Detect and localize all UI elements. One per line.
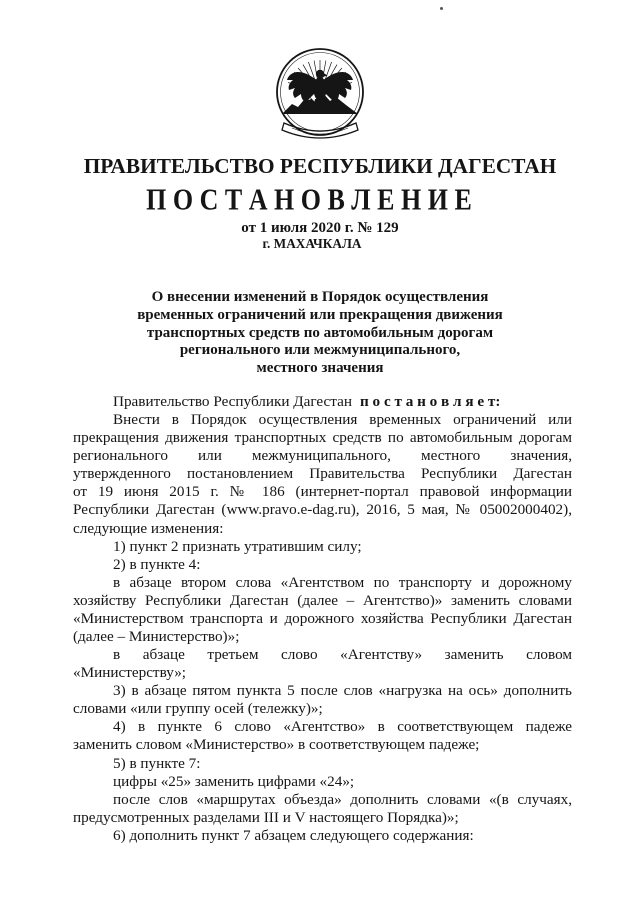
subject-line: местного значения bbox=[256, 360, 384, 377]
resolves-word: п о с т а н о в л я е т: bbox=[360, 393, 501, 410]
body-line: «Министерству»; bbox=[73, 664, 187, 682]
body-line: от 19 июня 2015 г. № 186 (интернет-портал правовой информации bbox=[73, 483, 572, 501]
subject-line: О внесении изменений в Порядок осуществления bbox=[151, 289, 489, 305]
document-city: г. МАХАЧКАЛА bbox=[262, 236, 362, 251]
body-line: заменить словом «Министерство» в соответствующем падеже; bbox=[73, 736, 480, 754]
body-line: Внести в Порядок осуществления временных ограничений или bbox=[113, 411, 572, 429]
coat-of-arms-icon bbox=[270, 44, 370, 144]
subject-line: транспортных средств по автомобильным дорогам bbox=[146, 324, 494, 341]
body-line: Республики Дагестан (www.pravo.e-dag.ru), 2016, 5 мая, № 05002000402), bbox=[73, 501, 572, 519]
body-line: следующие изменения: bbox=[73, 519, 224, 537]
subject-line: регионального или межмуниципального, bbox=[179, 342, 461, 359]
body-line: в абзаце третьем слово «Агентству» заменить словом bbox=[113, 646, 572, 664]
body-line: в абзаце втором слова «Агентством по транспорту и дорожному bbox=[113, 573, 572, 591]
document-body bbox=[73, 393, 572, 845]
body-line: 5) в пункте 7: bbox=[113, 754, 201, 772]
body-line: прекращения движения транспортных средств по автомобильным дорогам bbox=[73, 429, 572, 447]
body-line: утвержденного постановлением Правительства Республики Дагестан bbox=[73, 465, 572, 483]
body-line: хозяйству Республики Дагестан (далее – Агентство)» заменить словами bbox=[73, 591, 572, 609]
scan-speck bbox=[440, 7, 443, 10]
body-line: 2) в пункте 4: bbox=[113, 555, 201, 573]
body-line: словами «или группу осей (тележку)»; bbox=[73, 700, 323, 718]
body-line: 6) дополнить пункт 7 абзацем следующего содержания: bbox=[113, 826, 474, 844]
preamble-text: Правительство Республики Дагестан bbox=[113, 393, 352, 410]
body-line: 3) в абзаце пятом пункта 5 после слов «нагрузка на ось» дополнить bbox=[113, 682, 572, 700]
government-name: ПРАВИТЕЛЬСТВО РЕСПУБЛИКИ ДАГЕСТАН bbox=[83, 154, 557, 178]
body-line: после слов «маршрутах объезда» дополнить словами «(в случаях, bbox=[113, 790, 572, 808]
body-line: 4) в пункте 6 слово «Агентство» в соответствующем падеже bbox=[113, 718, 572, 736]
document-date-number: от 1 июля 2020 г. № 129 bbox=[241, 220, 399, 236]
subject-line: временных ограничений или прекращения движения bbox=[137, 306, 503, 323]
body-line: (далее – Министерство)»; bbox=[73, 628, 240, 646]
body-line: «Министерством транспорта и дорожного хозяйства Республики Дагестан bbox=[73, 609, 572, 627]
document-type: П О С Т А Н О В Л Е Н И Е bbox=[146, 182, 472, 217]
document-subject bbox=[0, 289, 640, 378]
preamble-line bbox=[73, 393, 572, 411]
body-line: регионального или межмуниципального, местного значения, bbox=[73, 447, 572, 465]
body-line: цифры «25» заменить цифрами «24»; bbox=[113, 772, 355, 790]
body-line: 1) пункт 2 признать утратившим силу; bbox=[113, 537, 362, 555]
body-line: предусмотренных разделами III и V настоящего Порядка)»; bbox=[73, 808, 459, 826]
